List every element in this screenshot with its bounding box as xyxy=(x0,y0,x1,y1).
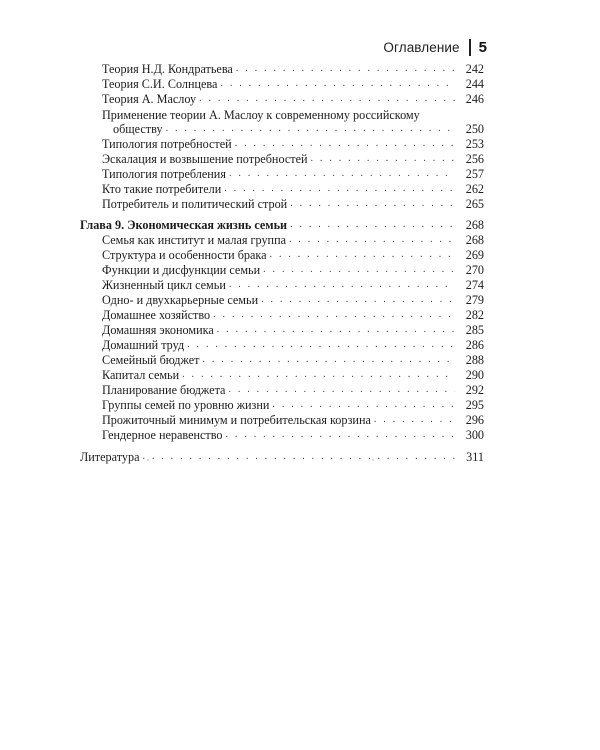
dot-leader xyxy=(270,248,455,262)
dot-leader xyxy=(182,368,455,382)
dot-leader xyxy=(261,293,455,307)
page-number: 5 xyxy=(478,38,487,56)
toc-entry[interactable]: Планирование бюджета . . . 292 xyxy=(102,383,484,397)
toc-entry[interactable]: Жизненный цикл семьи . . . 274 xyxy=(102,278,484,292)
dot-leader xyxy=(229,278,455,292)
toc-entry[interactable]: Теория Н.Д. Кондратьева . . . 242 xyxy=(102,62,484,76)
dot-leader xyxy=(224,182,455,196)
dot-leader xyxy=(199,92,455,106)
toc-entry[interactable]: Типология потребностей . . . 253 xyxy=(102,137,484,151)
toc-entry[interactable]: Потребитель и политический строй . . . 265 xyxy=(102,197,484,211)
dot-leader xyxy=(290,218,455,232)
header-divider xyxy=(469,39,471,56)
toc-entry[interactable]: Теория С.И. Солнцева . . . 244 xyxy=(102,77,484,91)
dot-leader xyxy=(290,197,455,211)
toc-entry[interactable]: Группы семей по уровню жизни . . . 295 xyxy=(102,398,484,412)
toc-entry[interactable]: Семья как институт и малая группа . . . 268 xyxy=(102,233,484,247)
toc-entry[interactable]: Домашняя экономика . . . 285 xyxy=(102,323,484,337)
toc-entry[interactable]: Капитал семьи . . . 290 xyxy=(102,368,484,382)
dot-leader xyxy=(272,398,455,412)
toc-literature[interactable]: Литература . . . 311 xyxy=(80,450,484,464)
toc-entry[interactable]: Одно- и двухкарьерные семьи . . . 279 xyxy=(102,293,484,307)
dot-leader xyxy=(311,152,455,166)
toc-entry[interactable]: обществу . . . 250 xyxy=(113,122,484,136)
toc-entry[interactable]: Гендерное неравенство . . . 300 xyxy=(102,428,484,442)
dot-leader xyxy=(187,338,455,352)
dot-leader xyxy=(217,323,455,337)
dot-leader xyxy=(263,263,455,277)
scan-speck xyxy=(147,459,149,461)
dot-leader xyxy=(229,167,455,181)
dot-leader xyxy=(226,428,455,442)
toc-entry[interactable]: Кто такие потребители . . . 262 xyxy=(102,182,484,196)
toc-entry-title-first-line: Применение теории А. Маслоу к современному российскому xyxy=(102,108,420,122)
section-title: Оглавление xyxy=(383,39,460,55)
toc-entry[interactable]: Структура и особенности брака . . . 269 xyxy=(102,248,484,262)
dot-leader xyxy=(228,383,455,397)
toc-entry[interactable]: Семейный бюджет . . . 288 xyxy=(102,353,484,367)
dot-leader xyxy=(166,122,455,136)
dot-leader xyxy=(142,450,455,464)
toc-entry[interactable]: Функции и дисфункции семьи . . . 270 xyxy=(102,263,484,277)
dot-leader xyxy=(235,137,455,151)
dot-leader xyxy=(203,353,456,367)
dot-leader xyxy=(213,308,455,322)
scan-speck xyxy=(372,459,374,461)
toc-entry[interactable]: Домашний труд . . . 286 xyxy=(102,338,484,352)
toc-entry[interactable]: Прожиточный минимум и потребительская корзина . . . 296 xyxy=(102,413,484,427)
dot-leader xyxy=(220,77,455,91)
dot-leader xyxy=(289,233,455,247)
toc-entry[interactable]: Эскалация и возвышение потребностей . . . 256 xyxy=(102,152,484,166)
dot-leader xyxy=(236,62,455,76)
dot-leader xyxy=(374,413,455,427)
toc-entry[interactable]: Домашнее хозяйство . . . 282 xyxy=(102,308,484,322)
toc-entry[interactable]: Теория А. Маслоу . . . 246 xyxy=(102,92,484,106)
toc-entry[interactable]: Типология потребления . . . 257 xyxy=(102,167,484,181)
toc-chapter-heading[interactable]: Глава 9. Экономическая жизнь семьи . . . 268 xyxy=(80,218,484,232)
running-header xyxy=(383,37,487,57)
